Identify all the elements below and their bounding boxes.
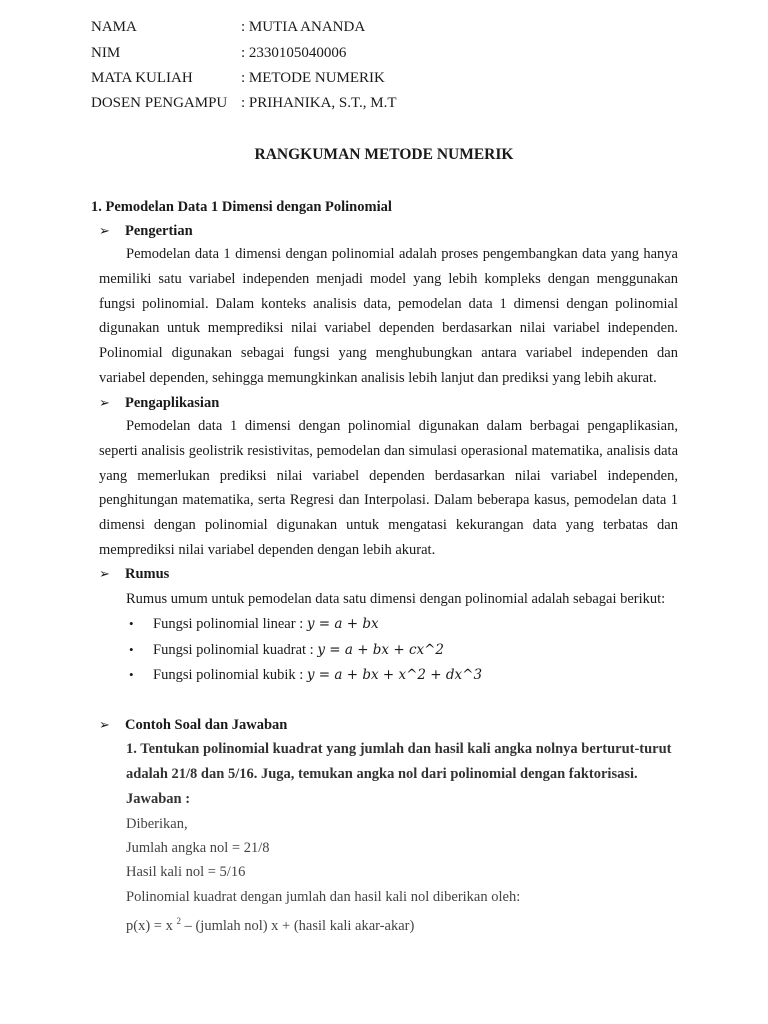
paragraph-pengertian: Pemodelan data 1 dimensi dengan polinomial adalah proses pengembangkan data yang hanya memiliki satu variabel independen menjadi model yang lebih kompleks dengan menggunakan fungsi polinomial. Dalam konteks analisis data, pemodelan data 1 dimensi dengan polinomial digunakan untuk memprediksi nilai variabel dependen berdasarkan nilai variabel independen. Polinomial digunakan sebagai fungsi yang menghubungkan antara variabel independen dan variabel dependen, sehingga memungkinkan analisis lebih lanjut dan prediksi yang lebih akurat. (99, 246, 678, 386)
formula-part: p(x) = x (126, 917, 177, 934)
question-text: 1. Tentukan polinomial kuadrat yang jumlah dan hasil kali angka nolnya berturut-turut adalah 21/8 dan 5/16. Juga, temukan angka nol dari polinomial dengan faktorisasi. (126, 741, 672, 782)
formula-expression: y = a + bx + cx^2 (317, 642, 445, 658)
answer-label: Jawaban : (126, 791, 191, 807)
subheading-pengertian (99, 221, 193, 241)
header-label: NIM (91, 45, 121, 61)
header-label: MATA KULIAH (91, 70, 193, 86)
header-label: DOSEN PENGAMPU (91, 95, 228, 111)
section-heading: 1. Pemodelan Data 1 Dimensi dengan Polinomial (91, 199, 392, 215)
header-value: : METODE NUMERIK (241, 70, 385, 86)
subheading-pengaplikasian (99, 393, 219, 413)
subheading-label: Pengertian (125, 223, 193, 239)
header-value: : PRIHANIKA, S.T., M.T (241, 95, 397, 111)
subheading-label: Pengaplikasian (125, 395, 220, 411)
header-label: NAMA (91, 19, 137, 35)
answer-line: Polinomial kuadrat dengan jumlah dan hasil kali nol diberikan oleh: (126, 889, 521, 905)
paragraph-pengaplikasian: Pemodelan data 1 dimensi dengan polinomial digunakan dalam berbagai pengaplikasian, seperti analisis geolistrik resistivitas, pemodelan dan simulasi operasional matematika, analisis data yang memerlukan prediksi nilai variabel dependen berdasarkan nilai variabel independen, penghitungan matematika, serta Regresi dan Interpolasi. Dalam beberapa kasus, pemodelan data 1 dimensi dengan polinomial digunakan untuk mengatasi kekurangan data yang terbatas dan memprediksi nilai variabel dependen dengan lebih akurat. (99, 418, 678, 558)
formula-expression: y = a + bx + x^2 + dx^3 (306, 667, 483, 683)
subheading-contoh (99, 715, 287, 735)
bullet-dot-icon: • (129, 667, 134, 682)
formula-part: – (jumlah nol) x + (hasil kali akar-akar) (180, 917, 415, 934)
arrow-bullet-icon: ➢ (99, 223, 110, 238)
subheading-label: Rumus (125, 566, 170, 582)
answer-line: Jumlah angka nol = 21/8 (126, 840, 270, 856)
formula-label: Fungsi polinomial kuadrat : (153, 642, 318, 658)
arrow-bullet-icon: ➢ (99, 717, 110, 732)
formula-exponent: 2 (176, 916, 181, 926)
formula-label: Fungsi polinomial kubik : (153, 667, 307, 683)
header-value: : MUTIA ANANDA (241, 19, 366, 35)
subheading-label: Contoh Soal dan Jawaban (125, 717, 288, 733)
formula-expression: y = a + bx (306, 616, 379, 632)
header-value: : 2330105040006 (241, 45, 347, 61)
formula-label: Fungsi polinomial linear : (153, 616, 307, 632)
rumus-intro: Rumus umum untuk pemodelan data satu dimensi dengan polinomial adalah sebagai berikut: (126, 591, 666, 607)
document-title: RANGKUMAN METODE NUMERIK (254, 146, 514, 163)
arrow-bullet-icon: ➢ (99, 395, 110, 410)
answer-line: Hasil kali nol = 5/16 (126, 864, 246, 880)
bullet-dot-icon: • (129, 616, 134, 631)
bullet-dot-icon: • (129, 642, 134, 657)
arrow-bullet-icon: ➢ (99, 566, 110, 581)
answer-line: Diberikan, (126, 816, 188, 832)
answer-formula (126, 911, 414, 936)
subheading-rumus (99, 564, 169, 584)
